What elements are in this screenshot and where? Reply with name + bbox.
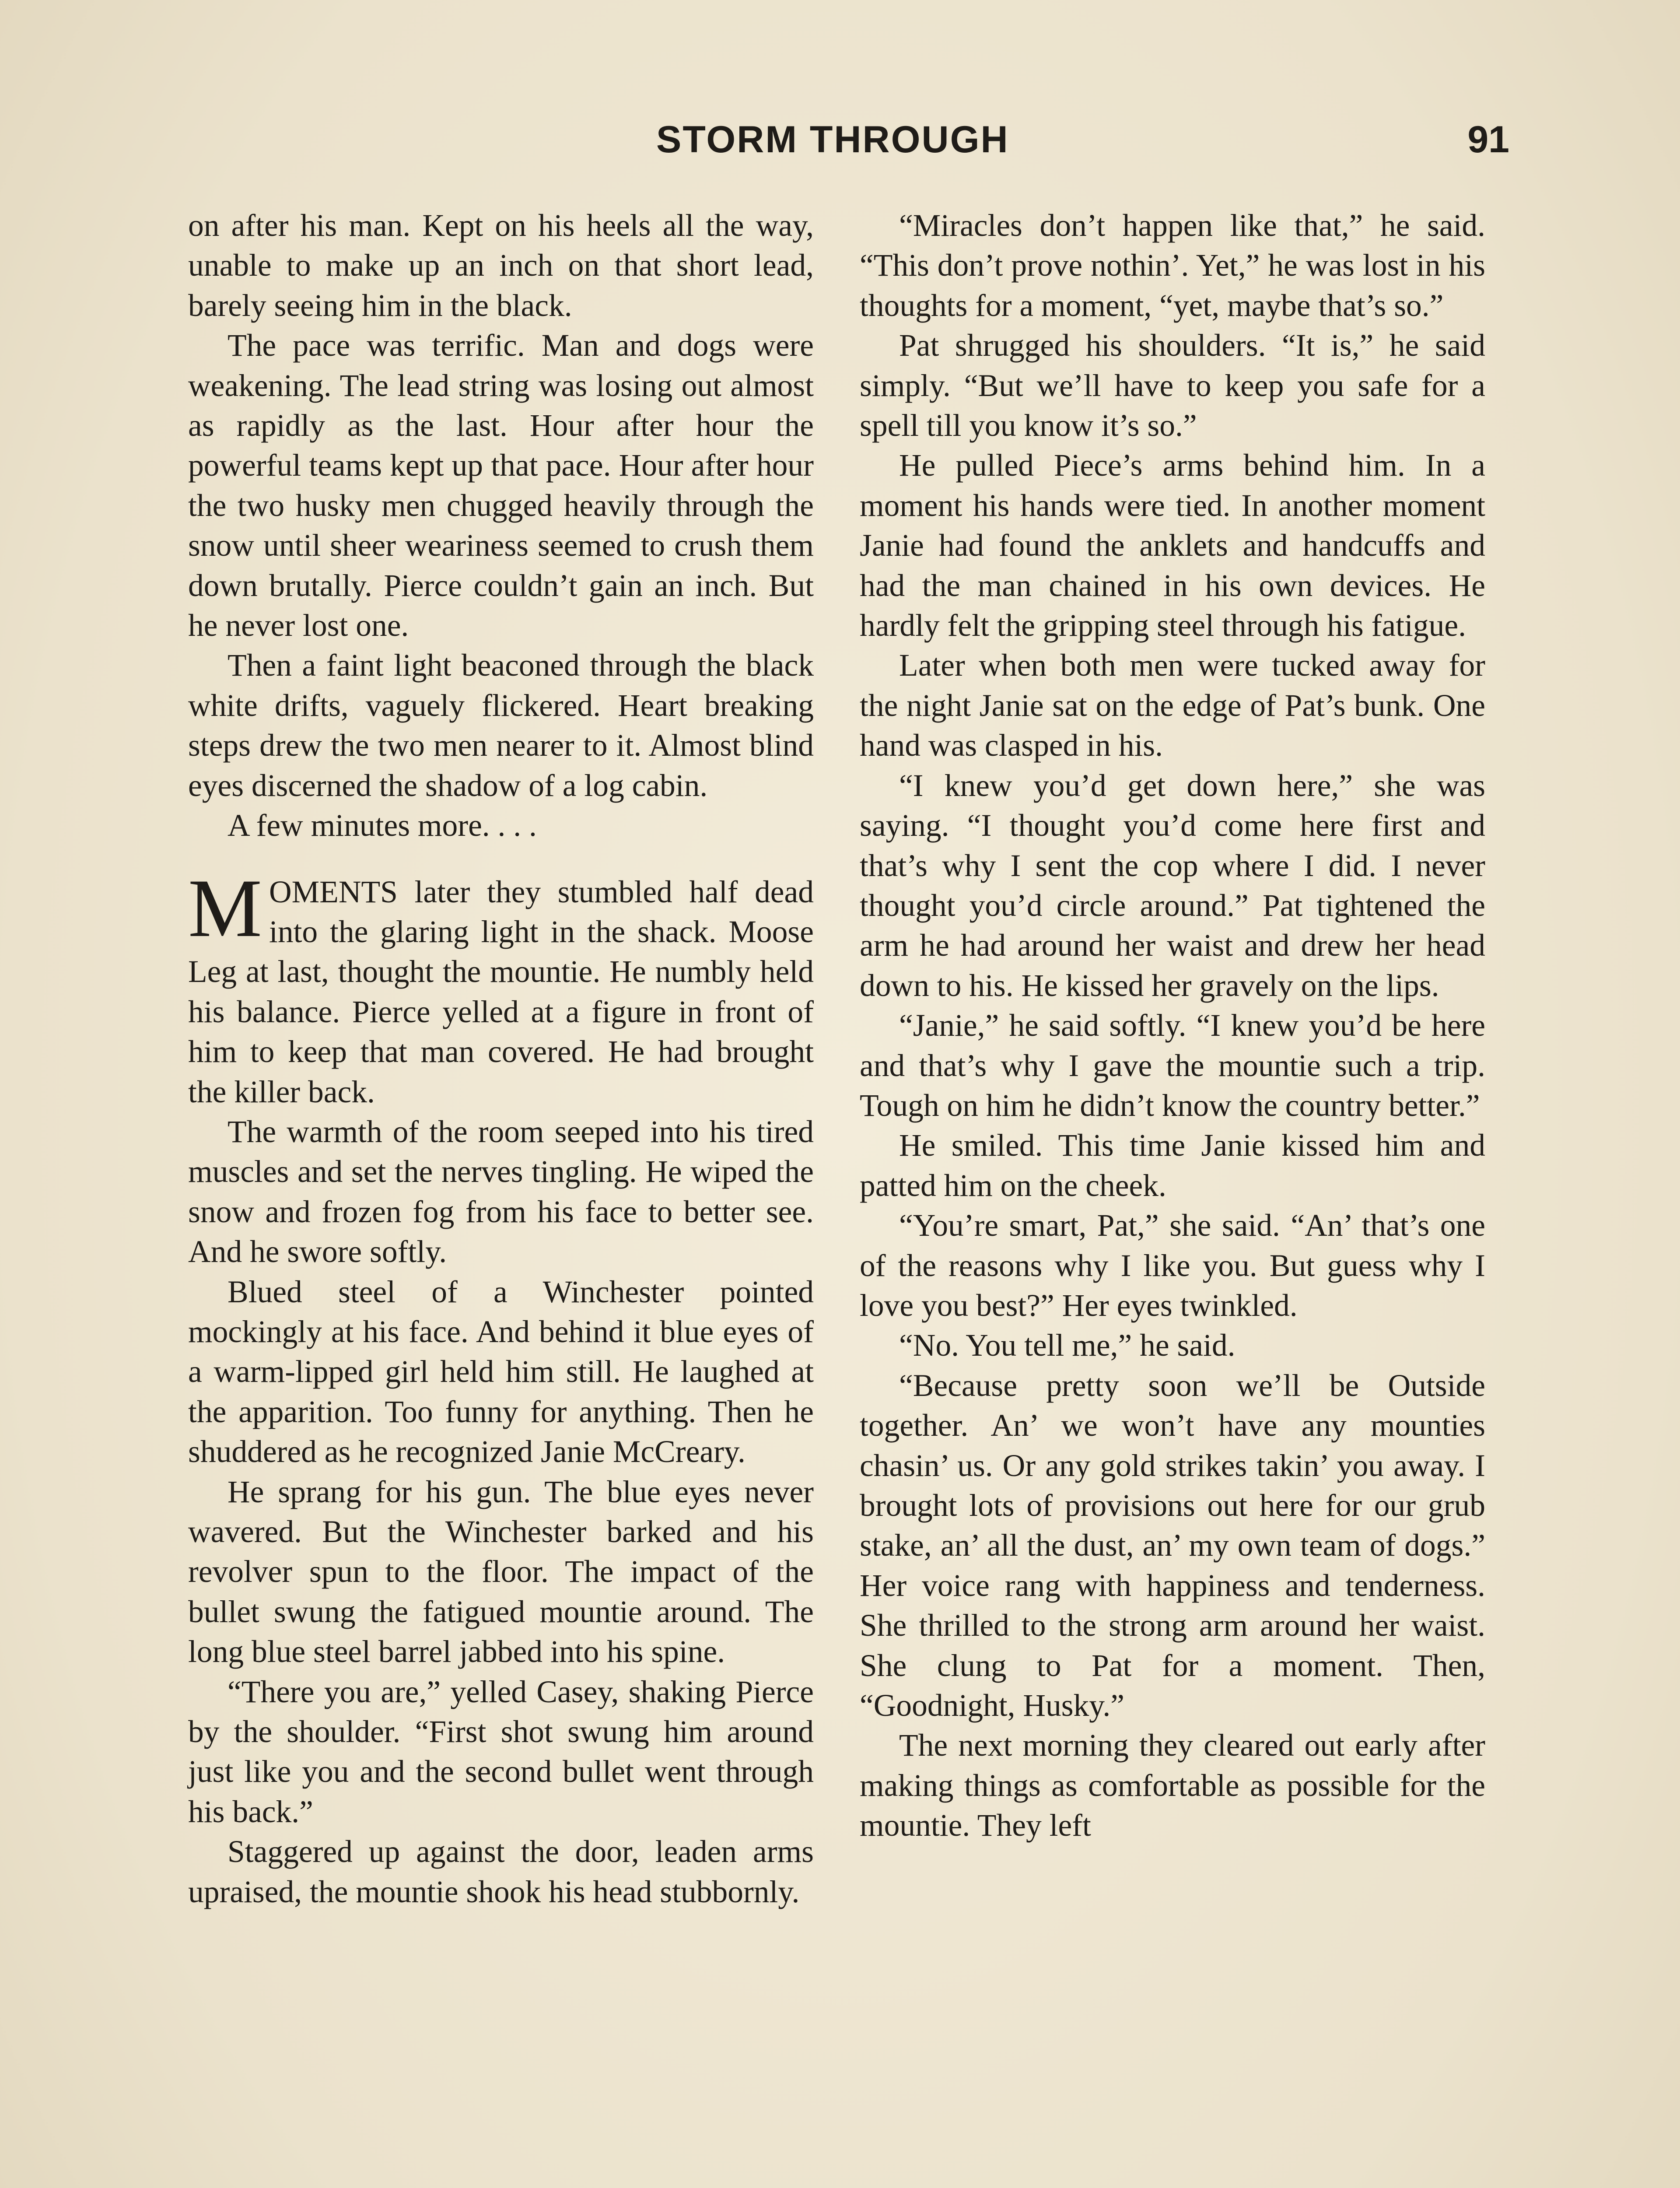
paragraph: “There you are,” yelled Casey, shaking Pierce by the shoulder. “First shot swung him around just like you and the second bullet went through his back.” [188,1674,814,1829]
paragraph: He sprang for his gun. The blue eyes never wavered. But the Winchester barked and his revolver spun to the floor. The impact of the bullet swung the fatigued mountie around. The long blue steel barrel jabbed into his spine. [188,1474,814,1669]
paragraph: The pace was terrific. Man and dogs were weakening. The lead string was losing out almost as rapidly as the last. Hour after hour the powerful teams kept up that pace. Hour after hour the two husky men chugged heavily through the snow until sheer weariness seemed to crush them down brutally. Pierce couldn’t gain an inch. But he never lost one. [188,328,814,643]
page-header [656,118,1509,166]
page-number: 91 [1467,119,1509,161]
paragraph: The warmth of the room seeped into his tired muscles and set the nerves tingling. He wiped the snow and frozen fog from his face to better see. And he swore softly. [188,1114,814,1269]
paragraph: Pat shrugged his shoulders. “It is,” he said simply. “But we’ll have to keep you safe for a spell till you know it’s so.” [860,328,1485,443]
paragraph: Blued steel of a Winchester pointed mockingly at his face. And behind it blue eyes of a warm-lipped girl held him still. He laughed at the apparition. Too funny for anything. Then he shuddered as he recognized Janie McCreary. [188,1274,814,1469]
paragraph: A few minutes more. . . . [228,808,537,843]
paragraph: on after his man. Kept on his heels all the way, unable to make up an inch on that short lead, barely seeing him in the black. [188,208,814,323]
section-start-paragraph [188,862,814,1112]
drop-cap: M [188,862,262,954]
paragraph: The next morning they cleared out early after making things as comfortable as possible for the mountie. They left [860,1728,1485,1843]
paragraph: Staggered up against the door, leaden arms upraised, the mountie shook his head stubbornly. [188,1834,814,1909]
paragraph-text: OMENTS later they stumbled half dead into the glaring light in the shack. Moose Leg at last, thought the mountie. He numbly held his balance. Pierce yelled at a figure in front of him to keep that man covered. He had brought the killer back. [188,874,814,1109]
paragraph: “You’re smart, Pat,” she said. “An’ that’s one of the reasons why I like you. But guess why I love you best?” Her eyes twinkled. [860,1208,1485,1323]
paragraph: Then a faint light beaconed through the black white drifts, vaguely flickered. Heart breaking steps drew the two men nearer to it. Almost blind eyes discerned the shadow of a log cabin. [188,648,814,803]
paragraph: He smiled. This time Janie kissed him and patted him on the cheek. [860,1128,1485,1203]
paragraph: “Because pretty soon we’ll be Outside together. An’ we won’t have any mounties chasin’ us. Or any gold strikes takin’ you away. I brought lots of provisions out here for our grub stake, an’ all the dust, an’ my own team of dogs.” Her voice rang with happiness and tenderness. She thrilled to the strong arm around her waist. She clung to Pat for a moment. Then, “Goodnight, Husky.” [860,1368,1485,1723]
paragraph: “I knew you’d get down here,” she was saying. “I thought you’d come here first and that’s why I sent the cop where I did. I never thought you’d circle around.” Pat tightened the arm he had around her waist and drew her head down to his. He kissed her gravely on the lips. [860,768,1485,1003]
left-column [188,206,814,1912]
paragraph: “Miracles don’t happen like that,” he said. “This don’t prove nothin’. Yet,” he was lost in his thoughts for a moment, “yet, maybe that’s so.” [860,208,1485,323]
paragraph: “No. You tell me,” he said. [899,1328,1236,1363]
running-title: STORM THROUGH [656,119,1009,161]
paragraph: “Janie,” he said softly. “I knew you’d be here and that’s why I gave the mountie such a trip. Tough on him he didn’t know the country better.” [860,1008,1485,1123]
right-column [860,206,1485,1846]
paragraph: He pulled Piece’s arms behind him. In a moment his hands were tied. In another moment Janie had found the anklets and handcuffs and had the man chained in his own devices. He hardly felt the gripping steel through his fatigue. [860,448,1485,643]
paragraph: Later when both men were tucked away for the night Janie sat on the edge of Pat’s bunk. One hand was clasped in his. [860,648,1485,763]
